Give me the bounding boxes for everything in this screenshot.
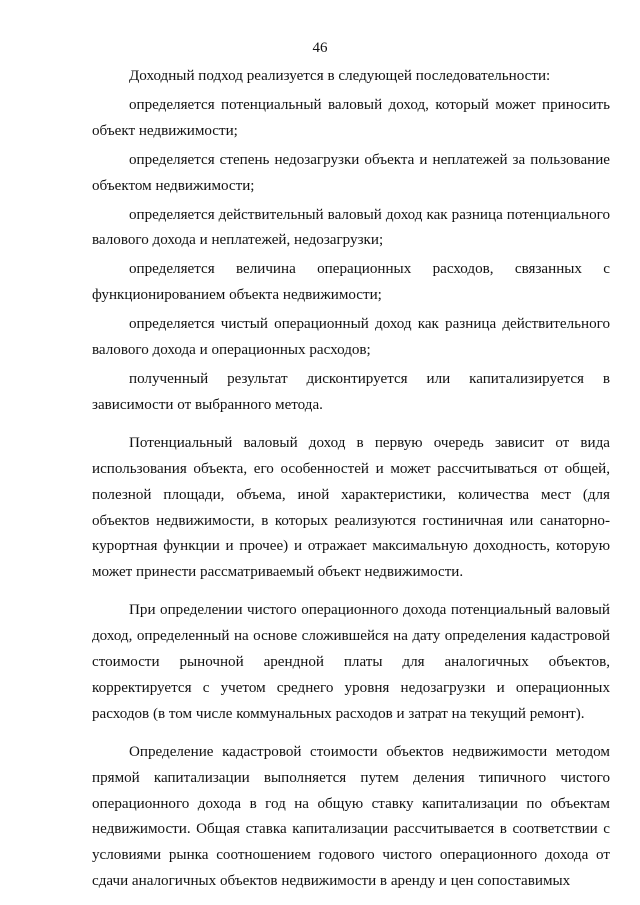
paragraph-intro: Доходный подход реализуется в следующей последовательности: bbox=[129, 68, 551, 84]
paragraph-direct-capitalization: Определение кадастровой стоимости объектов недвижимости методом прямой капитализации выполняется путем деления типичного чистого операционного дохода в год на общую ставку капитализации по объектам недвижимости. Общая ставка капитализации рассчитывается в соответствии с условиями рынка соотношением годового чистого операционного дохода от сдачи аналогичных объектов недвижимости в аренду и цен сопоставимых bbox=[92, 743, 610, 890]
paragraph-step-6: полученный результат дисконтируется или капитализируется в зависимости от выбранного метода. bbox=[92, 370, 610, 413]
document-body bbox=[92, 64, 610, 895]
paragraph-potential-income: Потенциальный валовый доход в первую очередь зависит от вида использования объекта, его особенностей и может рассчитываться от общей, полезной площади, объема, иной характеристики, количества мест (для объектов недвижимости, в которых реализуются гостиничная или санаторно-курортная функции и прочее) и отражает максимальную доходность, которую может принести рассматриваемый объект недвижимости. bbox=[92, 434, 610, 581]
paragraph-step-5: определяется чистый операционный доход как разница действительного валового дохода и операционных расходов; bbox=[92, 316, 610, 359]
paragraph-step-2: определяется степень недозагрузки объекта и неплатежей за пользование объектом недвижимости; bbox=[92, 151, 610, 194]
paragraph-step-1: определяется потенциальный валовый доход, который может приносить объект недвижимости; bbox=[92, 96, 610, 139]
page-number: 46 bbox=[312, 40, 328, 56]
paragraph-step-4: определяется величина операционных расходов, связанных с функционированием объекта недвижимости; bbox=[92, 261, 610, 304]
paragraph-net-operating-income: При определении чистого операционного дохода потенциальный валовый доход, определенный на основе сложившейся на дату определения кадастровой стоимости рыночной арендной платы для аналогичных объектов, корректируется с учетом среднего уровня недозагрузки и операционных расходов (в том числе коммунальных расходов и затрат на текущий ремонт). bbox=[92, 602, 610, 722]
paragraph-step-3: определяется действительный валовый доход как разница потенциального валового дохода и неплатежей, недозагрузки; bbox=[92, 206, 610, 249]
